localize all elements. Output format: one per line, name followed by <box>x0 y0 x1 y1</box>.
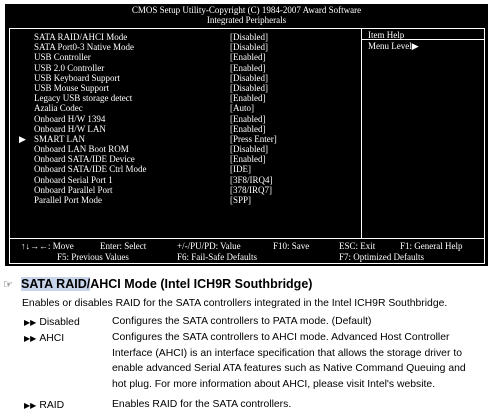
setting-row[interactable] <box>5 175 361 185</box>
setting-row[interactable] <box>5 114 361 124</box>
setting-value[interactable]: [Enabled] <box>230 154 266 165</box>
setting-row[interactable] <box>5 52 361 62</box>
setting-value[interactable]: [Disabled] <box>230 144 268 155</box>
heading-text: AHCI Mode (Intel ICH9R Southbridge) <box>90 277 313 291</box>
setting-row[interactable] <box>5 164 361 174</box>
setting-label: Onboard Parallel Port <box>34 184 113 195</box>
key-hint-value: +/-/PU/PD: Value <box>177 241 241 251</box>
setting-label: Onboard SATA/IDE Device <box>34 154 135 165</box>
setting-value[interactable]: [Disabled] <box>230 82 268 93</box>
option-ahci: ▶▶ AHCI <box>24 333 65 344</box>
bios-menu-title: Integrated Peripherals <box>206 15 287 25</box>
setting-row[interactable] <box>5 185 361 195</box>
setting-label: SATA Port0-3 Native Mode <box>34 42 135 53</box>
setting-heading <box>3 277 312 291</box>
setting-value[interactable]: [IDE] <box>230 164 251 175</box>
submenu-arrow-icon: ▶ <box>19 133 26 144</box>
setting-row[interactable] <box>5 154 361 164</box>
setting-value[interactable]: [Enabled] <box>230 93 266 104</box>
setting-row[interactable] <box>5 83 361 93</box>
setting-value[interactable]: [Auto] <box>230 103 254 114</box>
setting-value[interactable]: [Enabled] <box>230 113 266 124</box>
setting-label: SMART LAN <box>34 133 86 144</box>
setting-row[interactable] <box>5 124 361 134</box>
setting-value[interactable]: [3F8/IRQ4] <box>230 174 273 185</box>
key-hint-previous-values: F5: Previous Values <box>57 252 129 262</box>
setting-value[interactable]: [Enabled] <box>230 123 266 134</box>
setting-row[interactable] <box>5 73 361 83</box>
setting-label: USB Controller <box>34 52 91 63</box>
bios-copyright-title: CMOS Setup Utility-Copyright (C) 1984-2007 Award Software <box>131 5 362 15</box>
setting-row[interactable] <box>5 32 361 42</box>
setting-label: Onboard H/W 1394 <box>34 113 106 124</box>
setting-row[interactable] <box>5 103 361 113</box>
setting-label: USB Mouse Support <box>34 82 110 93</box>
setting-label: Onboard SATA/IDE Ctrl Mode <box>34 164 147 175</box>
setting-label: USB 2.0 Controller <box>34 62 105 73</box>
option-disabled: ▶▶ Disabled <box>24 317 80 328</box>
key-hint-fail-safe: F6: Fail-Safe Defaults <box>177 252 257 262</box>
setting-row[interactable] <box>5 195 361 205</box>
key-hint-optimized: F7: Optimized Defaults <box>339 252 424 262</box>
setting-label: USB Keyboard Support <box>34 72 120 83</box>
pointing-hand-icon: ☞ <box>3 279 13 291</box>
option-disabled-description: Configures the SATA controllers to PATA mode. (Default) <box>112 316 372 327</box>
setting-value[interactable]: [Disabled] <box>230 42 268 53</box>
setting-label: Legacy USB storage detect <box>34 93 133 104</box>
setting-row[interactable] <box>5 134 361 144</box>
option-raid: ▶▶ RAID <box>24 400 65 411</box>
item-help-title: Item Help <box>368 30 405 40</box>
setting-row[interactable] <box>5 63 361 73</box>
setting-row[interactable] <box>5 42 361 52</box>
help-divider <box>361 28 362 239</box>
double-arrow-icon: ▶▶ <box>24 318 37 327</box>
setting-value[interactable]: [Disabled] <box>230 72 268 83</box>
setting-value[interactable]: [Disabled] <box>230 32 268 42</box>
key-hint-save: F10: Save <box>273 241 310 251</box>
setting-value[interactable]: [Press Enter] <box>230 133 277 144</box>
setting-label: SATA RAID/AHCI Mode <box>34 32 128 42</box>
option-raid-description: Enables RAID for the SATA controllers. <box>112 399 292 410</box>
heading-highlighted-text: SATA RAID/ <box>21 277 91 291</box>
setting-row[interactable] <box>5 144 361 154</box>
key-hint-select: Enter: Select <box>100 241 147 251</box>
double-arrow-icon: ▶▶ <box>24 401 37 410</box>
setting-value[interactable]: [Enabled] <box>230 62 266 73</box>
setting-label: Onboard Serial Port 1 <box>34 174 113 185</box>
setting-label: Onboard LAN Boot ROM <box>34 144 129 155</box>
settings-list <box>5 32 361 205</box>
bios-screen <box>5 4 488 266</box>
key-hint-exit: ESC: Exit <box>339 241 376 251</box>
double-arrow-icon: ▶▶ <box>24 334 37 343</box>
setting-label: Azalia Codec <box>34 103 83 114</box>
setting-row[interactable] <box>5 93 361 103</box>
setting-value[interactable]: [378/IRQ7] <box>230 184 272 195</box>
setting-value[interactable]: [SPP] <box>230 195 252 205</box>
key-hint-general-help: F1: General Help <box>400 241 463 251</box>
key-hint-move: ↑↓→←: Move <box>21 241 74 251</box>
setting-description: Enables or disables RAID for the SATA controllers integrated in the Intel ICH9R Southbridge. <box>22 298 448 309</box>
setting-label: Parallel Port Mode <box>34 195 102 205</box>
menu-level-text: Menu Level▶ <box>368 41 419 51</box>
option-ahci-description: Configures the SATA controllers to AHCI mode. Advanced Host Controller Interface (AHCI) is an interface specification that allows the storage driver to enable advanced Serial ATA features such as Native Command Queuing and hot plug. For more information about AHCI, please visit Intel's website. <box>112 332 466 390</box>
setting-label: Onboard H/W LAN <box>34 123 106 134</box>
setting-value[interactable]: [Enabled] <box>230 52 266 63</box>
